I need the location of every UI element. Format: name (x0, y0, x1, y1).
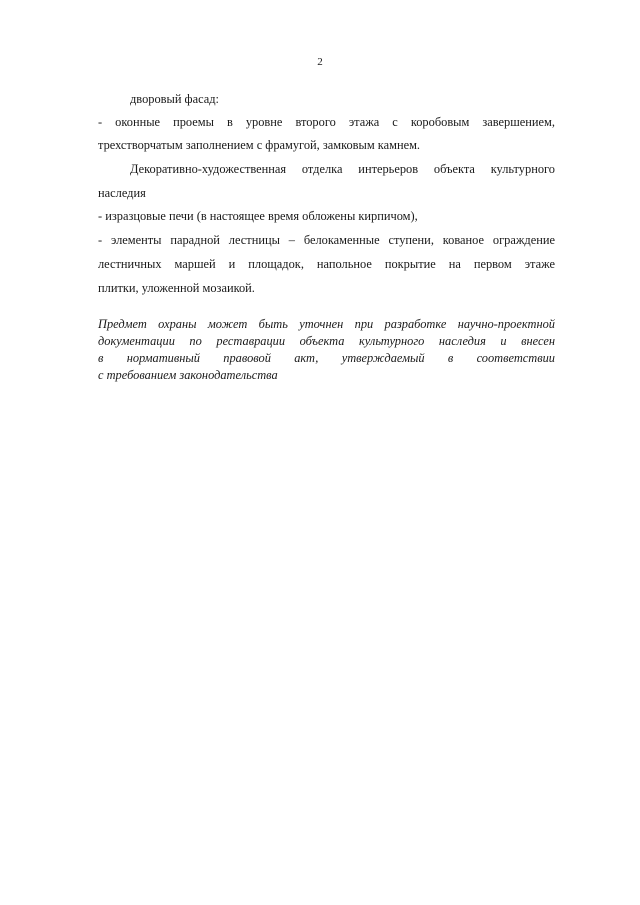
interior-decor-line-1: Декоративно-художественная отделка интерьеров объекта культурного (130, 162, 555, 176)
window-openings-line-2: трехстворчатым заполнением с фрамугой, замковым камнем. (98, 138, 421, 152)
staircase-line-1: - элементы парадной лестницы – белокаменные ступени, кованое ограждение (98, 233, 555, 247)
window-openings-line-1: - оконные проемы в уровне второго этажа с коробовым завершением, (98, 115, 555, 129)
yard-facade-heading: дворовый фасад: (130, 92, 219, 106)
page-number: 2 (317, 56, 323, 68)
note-line-3: в нормативный правовой акт, утверждаемый в соответствии (98, 351, 555, 365)
staircase-line-3: плитки, уложенной мозаикой. (98, 281, 255, 295)
note-line-4: с требованием законодательства (98, 368, 278, 382)
note-line-2: документации по реставрации объекта культурного наследия и внесен (98, 334, 555, 348)
protection-subject-note (98, 316, 555, 384)
interior-decor-line-2: наследия (98, 186, 146, 200)
note-line-1: Предмет охраны может быть уточнен при разработке научно-проектной (98, 317, 555, 331)
staircase-line-2: лестничных маршей и площадок, напольное покрытие на первом этаже (98, 257, 555, 271)
tiled-stoves-item: - изразцовые печи (в настоящее время обложены кирпичом), (98, 209, 418, 223)
